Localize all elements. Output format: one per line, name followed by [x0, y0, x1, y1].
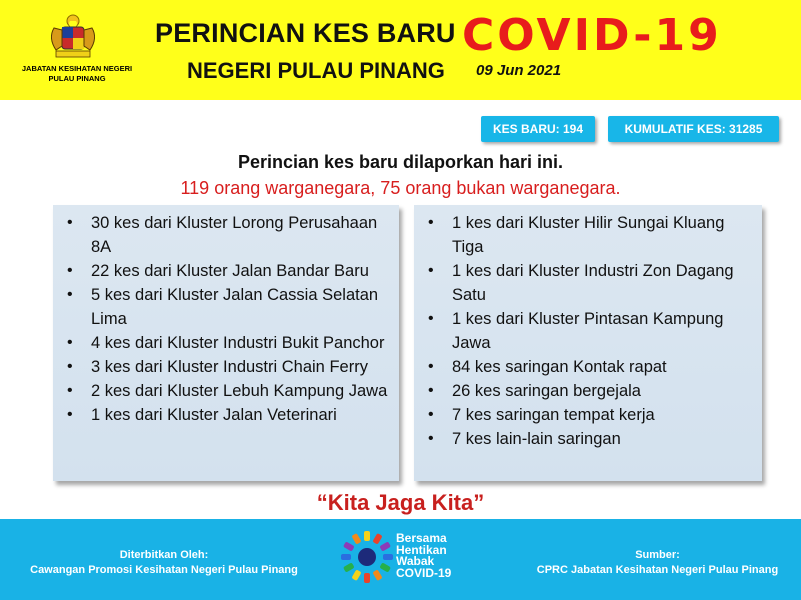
- publisher-label: Diterbitkan Oleh:: [119, 549, 209, 561]
- campaign-line-2: Hentikan: [396, 542, 447, 557]
- page-title: PERINCIAN KES BARU: [155, 18, 456, 48]
- list-item: • 1 kes dari Kluster Jalan Veterinari: [61, 403, 389, 427]
- page-subtitle: NEGERI PULAU PINANG: [187, 58, 445, 83]
- list-item: • 4 kes dari Kluster Industri Bukit Panchor: [61, 331, 389, 355]
- publisher-block: [18, 548, 310, 578]
- covid-title: COVID-19: [462, 10, 722, 61]
- department-line-1: JABATAN KESIHATAN NEGERI: [21, 64, 133, 73]
- report-date: 09 Jun 2021: [476, 62, 562, 79]
- citizenship-breakdown: 119 orang warganegara, 75 orang bukan warganegara.: [180, 178, 621, 198]
- list-item: • 22 kes dari Kluster Jalan Bandar Baru: [61, 259, 389, 283]
- campaign-line-1: Bersama: [396, 531, 447, 545]
- list-item: • 30 kes dari Kluster Lorong Perusahaan 8A: [61, 211, 389, 259]
- header-banner: [0, 0, 801, 100]
- publisher-name: Cawangan Promosi Kesihatan Negeri Pulau Pinang: [30, 564, 298, 576]
- list-item: • 7 kes saringan tempat kerja: [422, 403, 752, 427]
- campaign-logo-text: [396, 533, 451, 579]
- summary-heading: Perincian kes baru dilaporkan hari ini.: [237, 152, 564, 172]
- source-block: [520, 548, 795, 578]
- list-item: • 2 kes dari Kluster Lebuh Kampung Jawa: [61, 379, 389, 403]
- right-cluster-panel: [414, 205, 762, 481]
- slogan: “Kita Jaga Kita”: [316, 490, 485, 515]
- cumulative-cases-badge: KUMULATIF KES: 31285: [608, 116, 779, 142]
- department-label: [8, 64, 146, 84]
- list-item: • 3 kes dari Kluster Industri Chain Ferry: [61, 355, 389, 379]
- campaign-line-3: Wabak: [396, 554, 435, 568]
- list-item: • 84 kes saringan Kontak rapat: [422, 355, 752, 379]
- coat-of-arms-icon: [44, 12, 102, 60]
- source-name: CPRC Jabatan Kesihatan Negeri Pulau Pinang: [536, 564, 779, 576]
- campaign-line-4: COVID-19: [396, 565, 452, 580]
- list-item: • 26 kes saringan bergejala: [422, 379, 752, 403]
- list-item: • 1 kes dari Kluster Pintasan Kampung Jawa: [422, 307, 752, 355]
- new-cases-badge: KES BARU: 194: [481, 116, 595, 142]
- department-line-2: PULAU PINANG: [48, 74, 106, 83]
- list-item: • 1 kes dari Kluster Hilir Sungai Kluang Tiga: [422, 211, 752, 259]
- right-cluster-list: [422, 211, 752, 451]
- list-item: • 5 kes dari Kluster Jalan Cassia Selatan Lima: [61, 283, 389, 331]
- left-cluster-list: [61, 211, 389, 427]
- source-label: Sumber:: [635, 549, 680, 561]
- list-item: • 7 kes lain-lain saringan: [422, 427, 752, 451]
- list-item: • 1 kes dari Kluster Industri Zon Dagang Satu: [422, 259, 752, 307]
- left-cluster-panel: [53, 205, 399, 481]
- campaign-logo-icon: [340, 530, 394, 584]
